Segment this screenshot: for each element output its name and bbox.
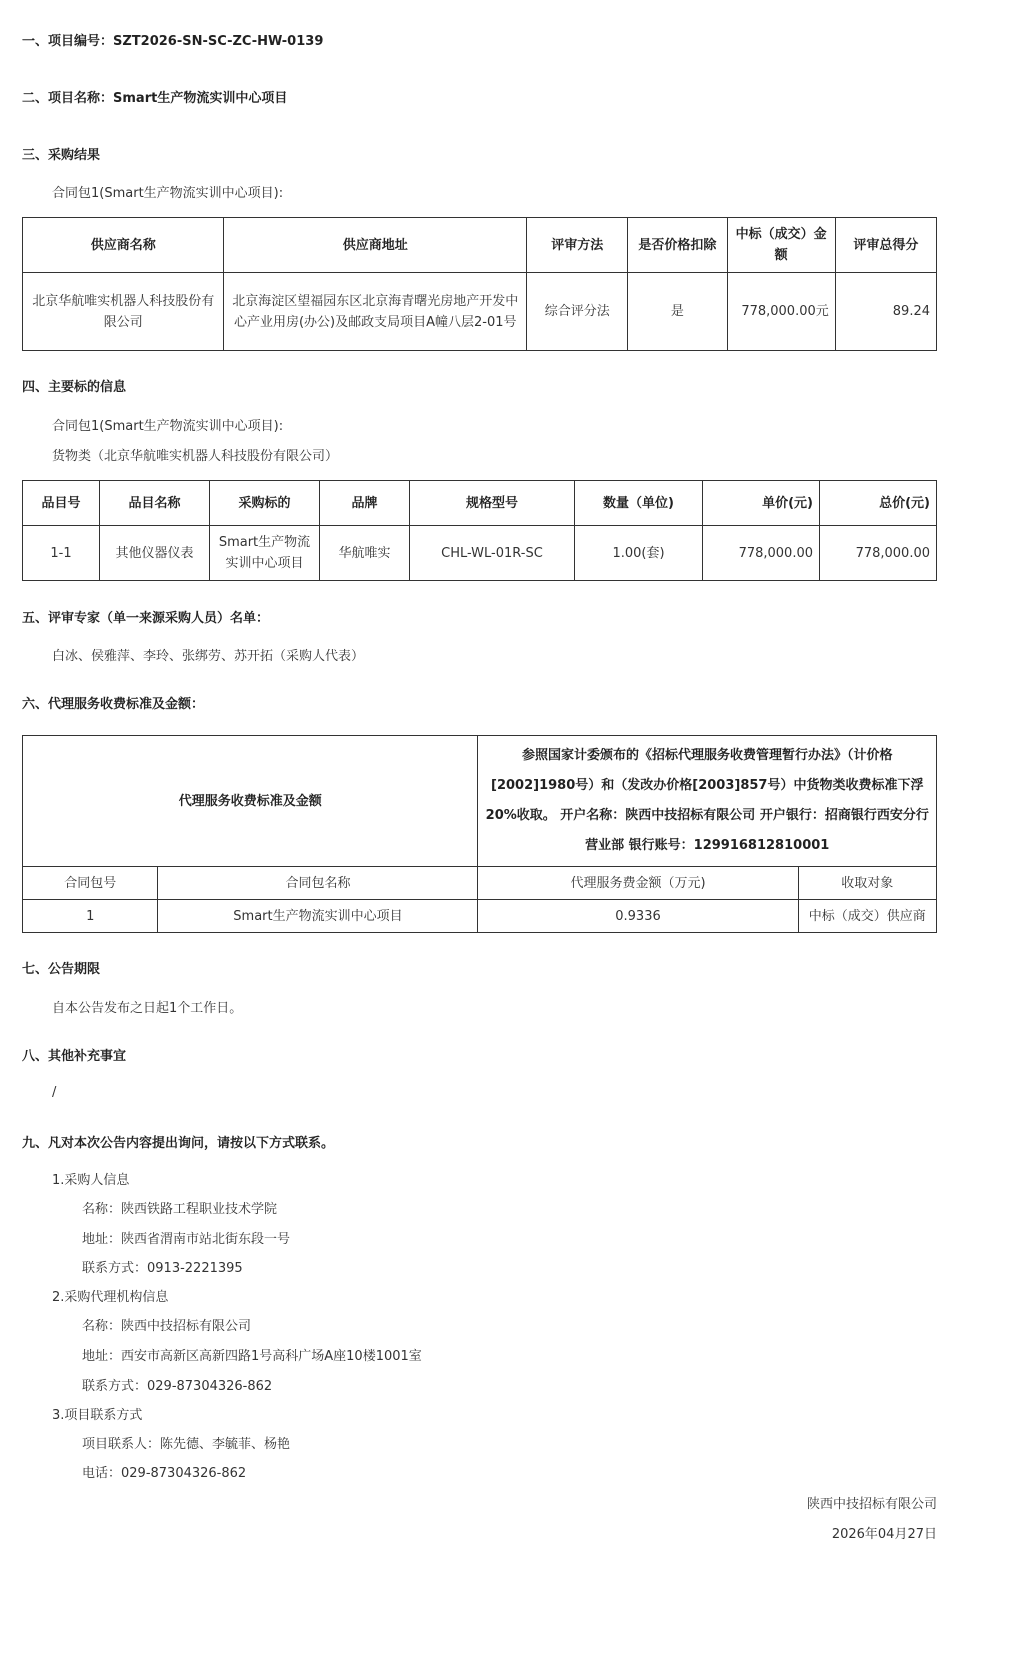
project-contact-title: 3.项目联系方式 — [52, 1408, 143, 1423]
section-3-title: 三、采购结果 — [22, 148, 101, 163]
total-score-cell: 89.24 — [835, 273, 936, 351]
col-award-amount: 中标（成交）金额 — [727, 218, 835, 273]
main-item-table — [22, 480, 937, 581]
col-payer: 收取对象 — [798, 867, 936, 900]
col-total-price: 总价(元) — [820, 481, 937, 526]
col-model: 规格型号 — [410, 481, 575, 526]
item-name-cell: 其他仪器仪表 — [100, 526, 210, 581]
project-number-line — [22, 30, 323, 49]
project-contact-people: 项目联系人：陈先德、李毓菲、杨艳 — [82, 1437, 291, 1452]
footer-date: 2026年04月27日 — [831, 1527, 937, 1542]
col-supplier-address: 供应商地址 — [224, 218, 527, 273]
footer-org: 陕西中技招标有限公司 — [806, 1497, 937, 1512]
package-name-cell: Smart生产物流实训中心项目 — [158, 900, 478, 933]
expert-names: 白冰、侯雅萍、李玲、张绑劳、苏开拓（采购人代表） — [52, 649, 365, 664]
fee-amount-cell: 0.9336 — [478, 900, 798, 933]
buyer-address: 地址：陕西省渭南市站北街东段一号 — [82, 1232, 291, 1247]
payer-cell: 中标（成交）供应商 — [798, 900, 936, 933]
col-item-name: 品目名称 — [100, 481, 210, 526]
col-total-score: 评审总得分 — [835, 218, 936, 273]
agent-address: 地址：西安市高新区高新四路1号高科广场A座10楼1001室 — [82, 1349, 422, 1364]
supplier-name-cell: 北京华航唯实机器人科技股份有限公司 — [23, 273, 224, 351]
section-6-title: 六、代理服务收费标准及金额： — [22, 697, 205, 712]
procurement-result-table — [22, 217, 937, 351]
agent-contact: 联系方式：029-87304326-862 — [82, 1379, 273, 1394]
quantity-cell: 1.00(套) — [575, 526, 703, 581]
table-row — [23, 526, 937, 581]
project-number-value: SZT2026-SN-SC-ZC-HW-0139 — [113, 34, 324, 49]
col-unit-price: 单价(元) — [703, 481, 820, 526]
agency-fee-table — [22, 735, 937, 933]
supplement-text: / — [52, 1085, 57, 1100]
award-amount-cell: 778,000.00元 — [727, 273, 835, 351]
section-9-title: 九、凡对本次公告内容提出询问，请按以下方式联系。 — [22, 1136, 335, 1151]
unit-price-cell: 778,000.00 — [703, 526, 820, 581]
buyer-contact: 联系方式：0913-2221395 — [82, 1261, 243, 1276]
col-package-no: 合同包号 — [23, 867, 158, 900]
brand-cell: 华航唯实 — [320, 526, 410, 581]
project-name-value: Smart生产物流实训中心项目 — [113, 91, 288, 106]
project-name-label: 二、项目名称： — [22, 91, 114, 106]
section-4-title: 四、主要标的信息 — [22, 380, 127, 395]
project-contact-phone: 电话：029-87304326-862 — [82, 1466, 247, 1481]
col-brand: 品牌 — [320, 481, 410, 526]
model-cell: CHL-WL-01R-SC — [410, 526, 575, 581]
col-target: 采购标的 — [210, 481, 320, 526]
col-item-no: 品目号 — [23, 481, 100, 526]
price-deduction-cell: 是 — [628, 273, 727, 351]
fee-standard-row — [23, 736, 937, 867]
buyer-info-title: 1.采购人信息 — [52, 1173, 130, 1188]
table-header-row — [23, 481, 937, 526]
total-price-cell: 778,000.00 — [820, 526, 937, 581]
col-quantity: 数量（单位) — [575, 481, 703, 526]
col-supplier-name: 供应商名称 — [23, 218, 224, 273]
col-fee-amount: 代理服务费金额（万元) — [478, 867, 798, 900]
agent-info-title: 2.采购代理机构信息 — [52, 1290, 169, 1305]
section-8-title: 八、其他补充事宜 — [22, 1049, 127, 1064]
project-number-label: 一、项目编号： — [22, 34, 114, 49]
table-row — [23, 273, 937, 351]
section-7-title: 七、公告期限 — [22, 962, 101, 977]
section-4-category: 货物类（北京华航唯实机器人科技股份有限公司） — [52, 449, 339, 464]
buyer-name: 名称：陕西铁路工程职业技术学院 — [82, 1202, 278, 1217]
target-cell: Smart生产物流实训中心项目 — [210, 526, 320, 581]
agent-name: 名称：陕西中技招标有限公司 — [82, 1319, 252, 1334]
supplier-address-cell: 北京海淀区望福园东区北京海青曙光房地产开发中心产业用房(办公)及邮政支局项目A幢八层2-01号 — [224, 273, 527, 351]
item-no-cell: 1-1 — [23, 526, 100, 581]
review-method-cell: 综合评分法 — [527, 273, 628, 351]
col-price-deduction: 是否价格扣除 — [628, 218, 727, 273]
fee-standard-text: 参照国家计委颁布的《招标代理服务收费管理暂行办法》（计价格[2002]1980号）和（发改办价格[2003]857号）中货物类收费标准下浮20%收取。 开户名称：陕西中技招标有限公司 开户银行：招商银行西安分行营业部 银行账号：129916812810001 — [478, 736, 937, 867]
col-review-method: 评审方法 — [527, 218, 628, 273]
table-header-row — [23, 218, 937, 273]
section-5-title: 五、评审专家（单一来源采购人员）名单： — [22, 611, 270, 626]
table-header-row — [23, 867, 937, 900]
table-row — [23, 900, 937, 933]
package-no-cell: 1 — [23, 900, 158, 933]
fee-standard-label: 代理服务收费标准及金额 — [23, 736, 478, 867]
project-name-line — [22, 87, 287, 106]
section-3-package: 合同包1(Smart生产物流实训中心项目): — [52, 186, 284, 201]
col-package-name: 合同包名称 — [158, 867, 478, 900]
section-4-package: 合同包1(Smart生产物流实训中心项目): — [52, 419, 284, 434]
notice-period-text: 自本公告发布之日起1个工作日。 — [52, 1001, 243, 1016]
